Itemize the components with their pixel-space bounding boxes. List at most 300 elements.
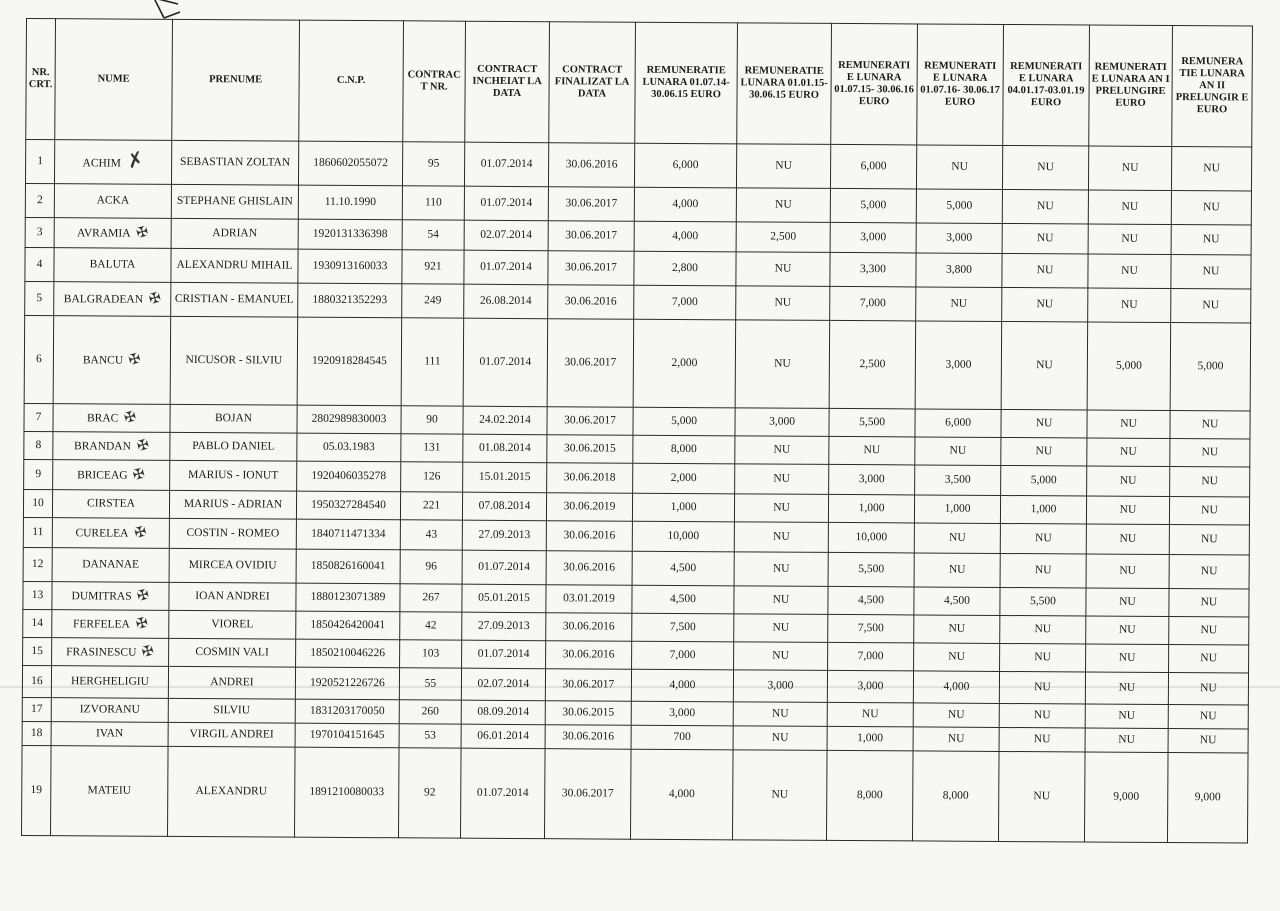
cell-text: 1930913160033 <box>312 259 388 273</box>
cell-text: 2,500 <box>859 358 886 371</box>
cell-rem-2014-15 <box>632 493 734 522</box>
cell-text: 5,500 <box>859 416 886 429</box>
cell-rem-ext-1 <box>1087 322 1171 411</box>
cell-text: MARIUS - IONUT <box>188 468 279 482</box>
cell-text: SILVIU <box>213 704 251 717</box>
cell-text: 1860602055072 <box>313 156 389 170</box>
cell-text: 8,000 <box>942 789 969 802</box>
cell-text: NU <box>948 563 966 576</box>
cell-text: NU <box>1120 417 1137 430</box>
cell-text: 4,500 <box>670 561 697 575</box>
cell-text: NICUSOR - SILVIU <box>185 353 283 367</box>
cell-nr <box>25 140 54 184</box>
cell-rem-2015-16 <box>826 750 913 841</box>
cell-rem-ext-1 <box>1085 704 1168 729</box>
cell-text: NU <box>1202 299 1220 312</box>
cell-text: 1891210080033 <box>309 785 385 799</box>
cell-contract-end <box>547 407 633 436</box>
cell-contract-nr <box>399 700 461 724</box>
cell-rem-ext-1 <box>1087 438 1170 467</box>
cell-contract-nr <box>400 640 462 668</box>
cell-text: SEBASTIAN ZOLTAN <box>180 155 291 169</box>
cell-cnp <box>296 639 400 668</box>
cell-text: 95 <box>427 157 440 170</box>
cell-text: 30.06.2017 <box>565 197 618 210</box>
cell-prenume <box>169 490 296 519</box>
cell-rem-2016-17 <box>913 703 999 728</box>
cell-text: NU <box>774 296 792 309</box>
cell-cnp <box>297 433 401 462</box>
cell-prenume <box>169 548 296 583</box>
cell-text: 4,500 <box>943 594 970 607</box>
cell-cnp <box>298 219 402 250</box>
cell-rem-ext-2 <box>1169 588 1249 616</box>
cell-rem-ext-2 <box>1168 672 1248 704</box>
cell-text: NU <box>1202 233 1220 246</box>
cell-text: NU <box>1036 232 1054 245</box>
cell-text: 2,800 <box>672 261 698 275</box>
cell-text: NU <box>1200 652 1217 665</box>
cell-nr <box>24 431 53 459</box>
cell-text: NU <box>772 530 790 543</box>
cell-text: BRICEAG <box>77 468 128 482</box>
cell-text: NU <box>949 444 967 457</box>
cell-nume <box>53 316 171 405</box>
cell-cnp <box>297 461 401 492</box>
header-rem-2014-15: REMUNERATIE LUNARA 01.07.14-30.06.15 EURO <box>635 22 738 144</box>
cell-prenume <box>170 460 297 491</box>
cell-text: 5,000 <box>946 199 973 212</box>
cell-nr <box>22 721 51 745</box>
cell-text: NU <box>1118 709 1136 722</box>
cell-text: 11.10.1990 <box>324 195 377 209</box>
cell-rem-2015-16 <box>829 320 916 409</box>
cell-text: NU <box>1036 359 1053 372</box>
cell-text: BRAC <box>86 411 119 425</box>
cell-nume <box>52 582 169 611</box>
cell-rem-2016-17 <box>914 553 1000 588</box>
cell-text: NU <box>771 788 789 801</box>
table-body <box>22 140 1252 843</box>
cell-nr <box>25 217 54 247</box>
cell-text: 3,000 <box>858 473 885 486</box>
cell-nr <box>22 745 52 835</box>
cell-text: 16 <box>31 675 43 688</box>
cell-text: 110 <box>424 196 442 209</box>
cell-rem-2015-h1 <box>733 702 827 727</box>
cell-text: ADRIAN <box>212 227 258 240</box>
cell-rem-2015-16 <box>830 252 916 287</box>
cell-prenume <box>171 218 298 249</box>
cell-text: IOAN ANDREI <box>195 590 270 603</box>
cell-rem-2015-16 <box>827 702 913 727</box>
cell-nr <box>23 637 52 665</box>
cell-text: 14 <box>31 617 44 630</box>
cell-text: 4,000 <box>672 197 699 211</box>
cell-text: NU <box>1199 734 1217 747</box>
cell-text: 1 <box>37 155 44 168</box>
cell-prenume <box>171 282 298 317</box>
cell-text: 05.01.2015 <box>478 591 530 605</box>
cell-rem-ext-1 <box>1088 254 1171 289</box>
cell-rem-2016-17 <box>916 287 1002 322</box>
cell-text: 5,000 <box>1115 359 1142 372</box>
cell-rem-2014-15 <box>634 251 736 286</box>
cell-text: 1970104151645 <box>309 728 385 742</box>
cell-text: NU <box>771 707 789 720</box>
cell-text: 3,500 <box>944 473 971 486</box>
cell-cnp <box>298 141 402 186</box>
cell-text: 1,000 <box>1030 503 1057 516</box>
cell-text: 01.07.2014 <box>479 355 532 369</box>
cell-text: DANANAE <box>82 558 140 571</box>
cell-text: CRISTIAN - EMANUEL <box>174 292 294 306</box>
cell-text: NU <box>947 732 965 745</box>
cell-text: 6 <box>36 353 42 366</box>
cell-text: NU <box>1033 790 1051 803</box>
cell-rem-2015-16 <box>830 144 916 189</box>
cell-cnp <box>296 583 400 612</box>
cell-nume <box>52 638 169 667</box>
cell-text: NU <box>1034 532 1052 545</box>
cell-rem-ext-2 <box>1167 752 1248 842</box>
cell-text: NU <box>1034 623 1052 636</box>
cell-text: 01.07.2014 <box>480 157 533 171</box>
cell-text: 3,300 <box>860 263 886 276</box>
cell-nr <box>23 609 52 637</box>
cell-text: 1850826160041 <box>310 559 386 573</box>
cell-rem-ext-2 <box>1170 410 1250 438</box>
cell-text: NU <box>1200 533 1218 546</box>
cell-rem-2015-h1 <box>736 144 830 189</box>
cell-text: 1920521226726 <box>310 676 385 690</box>
cell-text: NU <box>1034 564 1052 577</box>
cell-text: 6,000 <box>860 160 887 173</box>
cell-rem-2014-15 <box>632 613 734 642</box>
cell-rem-2016-17 <box>915 465 1001 496</box>
cell-text: 19 <box>30 784 43 797</box>
cell-rem-ext-2 <box>1169 496 1249 524</box>
cell-rem-2017-19 <box>999 703 1085 728</box>
cell-rem-ext-1 <box>1086 588 1169 617</box>
cell-rem-2017-19 <box>1000 523 1086 554</box>
cell-text: 4,000 <box>668 787 695 801</box>
cell-text: 8,000 <box>670 442 697 456</box>
cell-contract-end <box>546 493 632 522</box>
cell-contract-nr <box>402 250 464 284</box>
cell-text: NU <box>772 593 790 606</box>
cell-contract-end <box>548 221 634 252</box>
cell-text: VIRGIL ANDREI <box>189 728 274 741</box>
cell-text: NU <box>1034 651 1051 664</box>
cell-text: 30.06.2018 <box>563 471 616 484</box>
cell-rem-2017-19 <box>1002 287 1088 322</box>
cell-rem-ext-2 <box>1171 224 1251 254</box>
cell-contract-nr <box>401 406 463 434</box>
cell-rem-ext-1 <box>1088 224 1171 255</box>
cell-contract-start <box>464 250 548 285</box>
cell-contract-end <box>545 701 631 726</box>
handwritten-check-mark-icon: ✠ <box>147 289 163 308</box>
cell-nume <box>52 518 169 549</box>
cell-text: NU <box>773 472 791 485</box>
cell-contract-nr <box>402 284 464 318</box>
cell-text: 9,000 <box>1113 790 1140 803</box>
cell-rem-2014-15 <box>634 187 736 222</box>
cell-text: 92 <box>423 786 436 799</box>
cell-text: NU <box>947 708 965 721</box>
cell-rem-2017-19 <box>1000 553 1086 588</box>
header-rem-2015-16: REMUNERATI E LUNARA 01.07.15- 30.06.16 EURO <box>831 23 918 145</box>
header-rem-2017-19: REMUNERATI E LUNARA 04.01.17-03.01.19 EURO <box>1003 24 1090 146</box>
cell-text: 30.06.2016 <box>565 158 618 171</box>
cell-text: 7,500 <box>857 622 884 635</box>
cell-rem-2015-h1 <box>734 614 828 643</box>
cell-text: 1920918284545 <box>311 354 387 368</box>
cell-text: 2,000 <box>671 356 698 370</box>
cell-text: NU <box>950 297 968 310</box>
cell-rem-2015-h1 <box>736 286 830 321</box>
cell-text: 5,000 <box>1030 474 1057 487</box>
cell-text: 1880123071389 <box>310 590 386 604</box>
cell-text: NU <box>861 708 879 721</box>
cell-rem-ext-2 <box>1170 322 1251 410</box>
cell-text: 700 <box>673 730 691 744</box>
cell-cnp <box>296 611 400 640</box>
cell-contract-nr <box>400 550 462 584</box>
cell-prenume <box>168 746 296 837</box>
cell-nume <box>52 548 169 583</box>
cell-nume <box>54 248 171 283</box>
cell-text: 27.09.2013 <box>477 619 530 633</box>
cell-text: NU <box>1037 161 1054 174</box>
cell-contract-start <box>461 668 545 701</box>
cell-rem-2016-17 <box>914 587 1000 616</box>
cell-text: 7,000 <box>857 650 884 663</box>
cell-rem-2015-16 <box>827 670 913 703</box>
cell-text: 30.06.2017 <box>562 678 615 691</box>
cell-rem-2014-15 <box>633 319 736 408</box>
cell-contract-nr <box>400 584 462 612</box>
cell-nume <box>52 490 169 519</box>
cell-text: 3,000 <box>946 231 973 244</box>
handwritten-check-mark-icon: ✠ <box>132 523 148 542</box>
cell-cnp <box>298 185 402 220</box>
cell-text: NU <box>1201 418 1219 431</box>
cell-rem-ext-1 <box>1086 496 1169 525</box>
cell-contract-start <box>462 612 546 641</box>
cell-contract-start <box>464 220 548 251</box>
cell-nume <box>53 404 170 433</box>
cell-text: NU <box>1119 532 1137 545</box>
cell-prenume <box>171 184 298 219</box>
cell-text: 30.06.2015 <box>563 442 616 455</box>
cell-text: NU <box>1034 681 1051 694</box>
cell-nr <box>24 459 53 489</box>
cell-text: 7,000 <box>671 295 698 309</box>
cell-text: 103 <box>421 647 440 660</box>
cell-text: MARIUS - ADRIAN <box>183 497 283 511</box>
cell-rem-2016-17 <box>916 223 1002 254</box>
cell-rem-2017-19 <box>1000 495 1086 524</box>
cell-text: NU <box>772 649 789 662</box>
cell-text: 30.06.2019 <box>563 500 616 513</box>
cell-text: 12 <box>31 558 44 571</box>
cell-contract-end <box>546 613 632 642</box>
cell-text: 260 <box>421 705 439 718</box>
cell-text: BALUTA <box>89 258 136 271</box>
cell-prenume <box>170 316 298 405</box>
cell-text: 18 <box>30 727 43 740</box>
handwritten-cross-mark-icon: ✗ <box>124 145 147 174</box>
cell-text: 01.07.2014 <box>476 786 529 800</box>
cell-nume <box>51 666 168 699</box>
cell-rem-ext-2 <box>1170 466 1250 496</box>
cell-rem-2017-19 <box>1002 189 1088 224</box>
cell-nume <box>54 140 171 185</box>
cell-nr <box>25 183 54 217</box>
cell-text: 9 <box>35 468 42 481</box>
cell-cnp <box>295 723 399 748</box>
cell-contract-start <box>461 724 545 749</box>
cell-contract-start <box>462 640 546 669</box>
cell-text: NU <box>1121 161 1139 174</box>
cell-text: 90 <box>426 413 438 426</box>
cell-rem-2017-19 <box>1000 587 1086 616</box>
cell-text: ACKA <box>96 194 130 207</box>
cell-rem-2015-16 <box>830 286 916 321</box>
cell-contract-end <box>548 187 634 222</box>
cell-text: 8,000 <box>856 789 883 802</box>
cell-text: NU <box>1035 445 1053 458</box>
cell-text: 4,500 <box>857 594 884 607</box>
cell-contract-end <box>546 521 632 552</box>
cell-rem-2014-15 <box>633 435 735 464</box>
cell-text: NU <box>1119 564 1136 577</box>
cell-text: NU <box>775 159 792 172</box>
cell-text: NU <box>771 731 789 744</box>
handwritten-check-mark-icon: ✠ <box>131 464 148 484</box>
cell-text: 7 <box>35 411 42 424</box>
cell-rem-ext-2 <box>1171 147 1251 191</box>
cell-text: 1920131336398 <box>312 227 388 241</box>
cell-text: NU <box>773 443 791 456</box>
cell-text: 02.07.2014 <box>477 677 530 691</box>
cell-contract-start <box>463 462 547 493</box>
cell-contract-end <box>547 435 633 464</box>
header-nr: NR. CRT. <box>26 19 56 140</box>
cell-rem-2015-h1 <box>735 464 829 495</box>
cell-rem-2015-16 <box>828 522 914 553</box>
cell-text: NU <box>775 198 792 211</box>
cell-text: 2,500 <box>770 230 797 243</box>
cell-rem-2015-h1 <box>735 436 829 465</box>
cell-cnp <box>298 283 402 318</box>
cell-text: 126 <box>423 470 441 483</box>
cell-contract-end <box>546 585 632 614</box>
cell-nume <box>51 746 169 837</box>
cell-nr <box>25 281 54 315</box>
cell-rem-2017-19 <box>999 671 1085 704</box>
cell-prenume <box>170 404 297 433</box>
cell-text: 3,000 <box>769 415 796 428</box>
cell-cnp <box>295 667 399 700</box>
cell-contract-start <box>462 550 546 585</box>
cell-text: 1,000 <box>944 502 971 515</box>
cell-rem-2014-15 <box>631 725 733 750</box>
cell-rem-ext-1 <box>1084 752 1168 843</box>
cell-contract-start <box>464 142 548 187</box>
cell-text: 07.08.2014 <box>478 499 531 513</box>
cell-rem-2017-19 <box>1001 437 1087 466</box>
cell-text: 15 <box>31 645 43 658</box>
cell-rem-ext-1 <box>1085 672 1168 705</box>
cell-rem-2014-15 <box>631 669 733 702</box>
cell-contract-start <box>463 318 548 407</box>
cell-text: 921 <box>424 260 442 273</box>
cell-nume <box>54 218 171 249</box>
cell-text: 267 <box>422 591 440 604</box>
cell-rem-ext-1 <box>1087 466 1170 497</box>
cell-cnp <box>295 699 399 724</box>
cell-rem-2015-16 <box>829 436 915 465</box>
header-contract-start: CONTRACT INCHEIAT LA DATA <box>465 21 550 143</box>
cell-contract-nr <box>402 142 464 186</box>
cell-contract-nr <box>399 724 461 748</box>
cell-rem-ext-2 <box>1168 704 1248 728</box>
cell-text: 5,000 <box>1197 360 1224 373</box>
cell-text: 30.06.2015 <box>562 706 615 719</box>
cell-text: 9,000 <box>1194 791 1221 804</box>
cell-text: NU <box>1121 200 1139 213</box>
cell-text: VIOREL <box>211 618 254 631</box>
cell-rem-2017-19 <box>1002 223 1088 254</box>
document-sheet <box>21 18 1252 867</box>
cell-text: NU <box>772 621 790 634</box>
cell-text: 10,000 <box>667 529 700 543</box>
cell-text: NU <box>1118 681 1136 694</box>
cell-rem-2014-15 <box>633 463 735 494</box>
cell-contract-end <box>545 669 631 702</box>
cell-rem-2014-15 <box>633 407 735 436</box>
cell-prenume <box>171 140 298 185</box>
cell-text: NU <box>948 622 966 635</box>
cell-text: 42 <box>425 619 437 632</box>
cell-contract-nr <box>402 186 464 220</box>
cell-text: 01.08.2014 <box>478 441 531 455</box>
cell-text: NU <box>1035 417 1053 430</box>
cell-rem-2015-16 <box>828 552 914 587</box>
cell-text: HERGHELIGIU <box>70 675 149 688</box>
cell-prenume <box>169 518 296 549</box>
cell-text: 3,000 <box>945 358 972 371</box>
cell-rem-2017-19 <box>999 727 1085 752</box>
cell-rem-2015-16 <box>828 494 914 523</box>
cell-text: 1840711471334 <box>311 527 386 541</box>
cell-rem-ext-2 <box>1169 524 1249 554</box>
cell-text: 2,000 <box>670 471 697 485</box>
cell-prenume <box>170 432 297 461</box>
cell-contract-start <box>463 406 547 435</box>
cell-text: NU <box>1203 162 1220 175</box>
cell-rem-ext-2 <box>1169 644 1249 672</box>
cell-rem-2015-h1 <box>735 320 830 409</box>
handwritten-check-mark-icon: ✠ <box>133 614 150 633</box>
cell-contract-start <box>462 584 546 613</box>
cell-text: ALEXANDRU <box>195 785 268 798</box>
cell-text: NU <box>1120 445 1137 458</box>
cell-nume <box>53 460 170 491</box>
